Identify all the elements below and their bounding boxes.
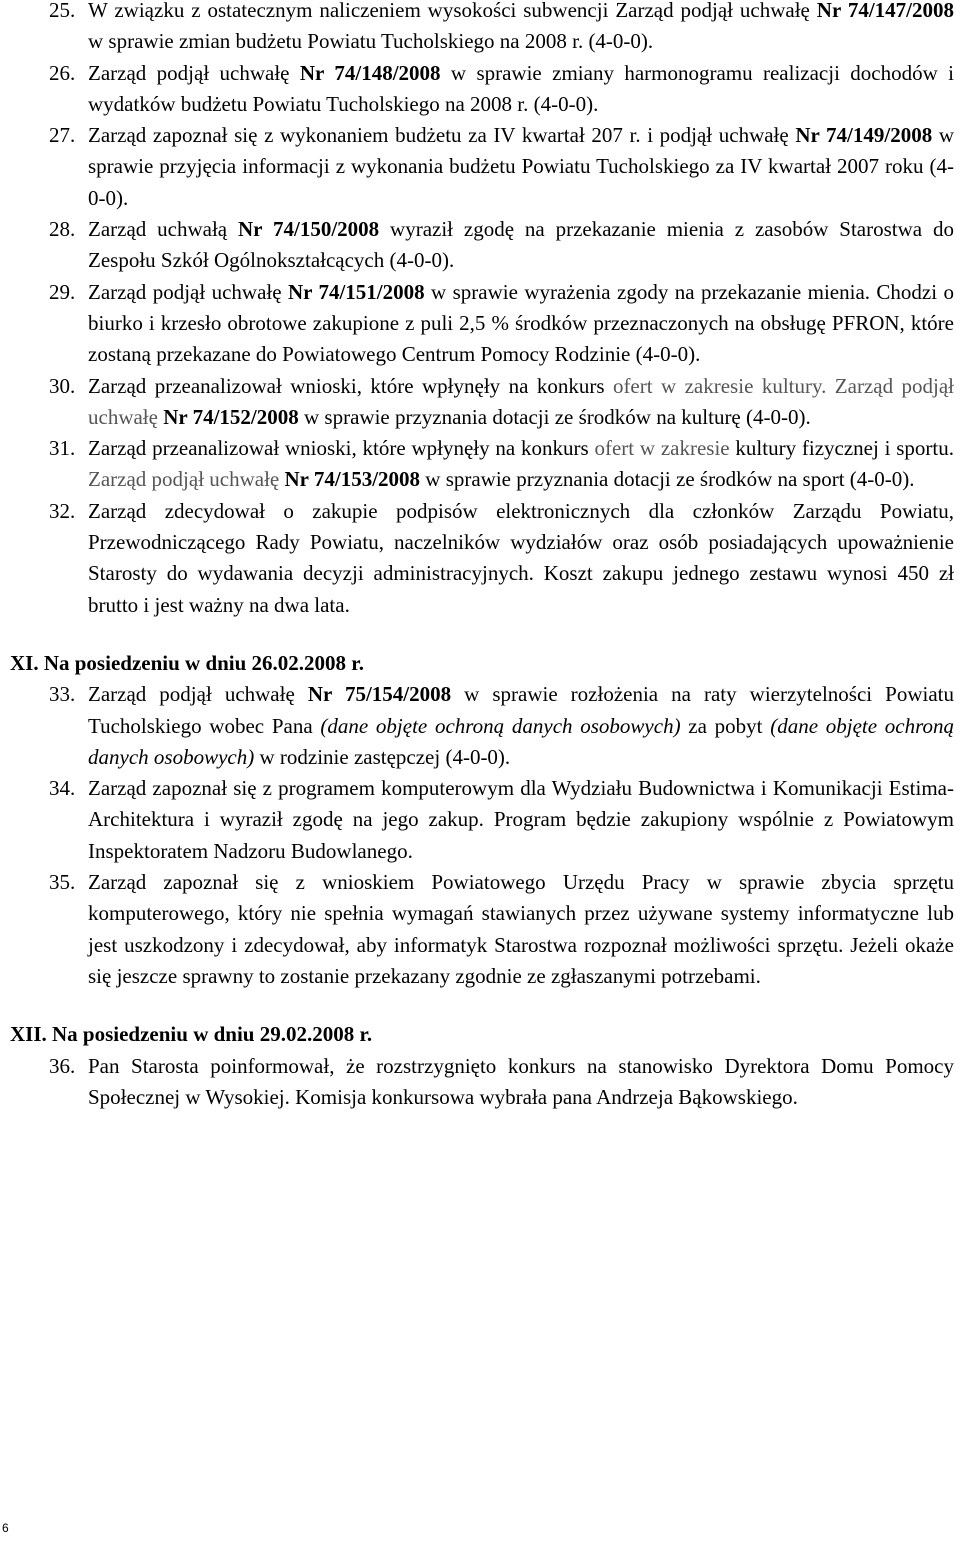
text-segment: Zarząd zapoznał się z wnioskiem Powiatowego Urzędu Pracy w sprawie zbycia sprzętu komputerowego, który nie spełnia wymagań stawianych przez używane systemy informatyczne lub jest uszkodzony i zdecydował, aby informatyk Starostwa rozpoznał możliwości sprzętu. Jeżeli okaże się jeszcze sprawny to zostanie przekazany zgodnie ze zgłaszanymi potrzebami. — [88, 870, 954, 988]
item-number: 31. — [49, 436, 76, 461]
list-item — [0, 1051, 960, 1114]
list-item — [0, 0, 960, 58]
item-number: 34. — [49, 776, 76, 801]
resolution-number: Nr 74/152/2008 — [163, 404, 299, 429]
item-text — [88, 217, 954, 272]
text-segment: Zarząd przeanalizował wnioski, które wpłynęły na konkurs — [88, 436, 595, 461]
item-number: 32. — [49, 498, 76, 523]
item-list-xii — [0, 1051, 960, 1114]
text-segment: Zarząd przeanalizował wnioski, które wpłynęły na konkurs — [88, 373, 613, 398]
resolution-number: Nr 74/147/2008 — [816, 0, 954, 22]
text-segment: Zarząd zapoznał się z programem komputerowym dla Wydziału Budownictwa i Komunikacji Estima-Architektura i wyraził zgodę na jego zakup. Program będzie zakupiony wspólnie z Powiatowym Inspektoratem Nadzoru Budowlanego. — [88, 776, 954, 863]
text-segment: w sprawie przyznania dotacji ze środków na sport (4-0-0). — [420, 467, 915, 492]
item-number: 27. — [49, 123, 76, 148]
text-segment: Zarząd podjął uchwałę — [88, 60, 300, 85]
text-segment: w sprawie wyrażenia zgody na przekazanie mienia. Chodzi o biurko i krzesło obrotowe zakupione z puli 2,5 % środków przeznaczonych na obsługę PFRON, które zostaną przekazane do Powiatowego Centrum Pomocy Rodzinie (4-0-0). — [88, 279, 954, 367]
item-text — [88, 0, 954, 53]
item-text — [88, 61, 954, 116]
list-item — [0, 277, 960, 371]
item-text — [88, 123, 954, 210]
list-item — [0, 120, 960, 214]
item-list-xi — [0, 679, 960, 992]
text-segment: Pan Starosta poinformował, że rozstrzygnięto konkurs na stanowisko Dyrektora Domu Pomocy Społecznej w Wysokiej. Komisja konkursowa wybrała pana Andrzeja Bąkowskiego. — [88, 1053, 954, 1109]
list-item — [0, 679, 960, 773]
item-text — [88, 280, 954, 367]
list-item — [0, 496, 960, 621]
grey-text: Zarząd podjął uchwałę — [88, 467, 280, 492]
resolution-number: Nr 74/153/2008 — [284, 467, 421, 492]
text-segment: za pobyt — [680, 713, 771, 738]
item-number: 35. — [49, 870, 76, 895]
resolution-number: Nr 74/148/2008 — [299, 60, 441, 85]
text-segment: w rodzinie zastępczej (4-0-0). — [254, 744, 511, 769]
text-segment: Zarząd zdecydował o zakupie podpisów elektronicznych dla członków Zarządu Powiatu, Przewodniczącego Rady Powiatu, naczelników wydziałów oraz osób posiadających upoważnienie Starosty do wydawania decyzji administracyjnych. Koszt zakupu jednego zestawu wynosi 450 zł brutto i jest ważny na dwa lata. — [88, 498, 954, 617]
text-segment: W związku z ostatecznym naliczeniem wysokości subwencji Zarząd podjął uchwałę — [88, 0, 817, 22]
item-text — [88, 499, 954, 617]
resolution-number: Nr 74/150/2008 — [238, 217, 380, 242]
text-segment: kultury fizycznej i sportu. — [729, 436, 954, 461]
item-number: 36. — [49, 1053, 76, 1078]
item-number: 28. — [49, 217, 76, 242]
text-segment: w sprawie zmiany harmonogramu realizacji dochodów i wydatków budżetu Powiatu Tucholskiego na 2008 r. (4-0-0). — [88, 60, 954, 116]
page-number: 6 — [2, 1521, 9, 1535]
item-text — [88, 870, 954, 988]
text-segment: w sprawie przyznania dotacji ze środków na kulturę (4-0-0). — [298, 404, 811, 429]
list-item — [0, 371, 960, 434]
item-text — [88, 1054, 954, 1109]
text-segment: Zarząd zapoznał się z wykonaniem budżetu za IV kwartał 207 r. i podjął uchwałę — [88, 123, 796, 148]
item-number: 30. — [49, 373, 76, 398]
redacted-text: (dane objęte ochroną danych osobowych) — [88, 713, 955, 769]
list-item — [0, 433, 960, 496]
item-text — [88, 776, 954, 863]
section-heading-xii: XII. Na posiedzeniu w dniu 29.02.2008 r. — [10, 1022, 373, 1047]
list-item — [0, 773, 960, 867]
text-segment: w sprawie rozłożenia na raty wierzytelności Powiatu Tucholskiego wobec Pana — [88, 682, 954, 738]
section-heading-xi: XI. Na posiedzeniu w dniu 26.02.2008 r. — [10, 650, 364, 675]
grey-text: ofert w zakresie kultury. Zarząd podjął uchwałę — [88, 373, 954, 429]
text-segment: Zarząd podjął uchwałę — [88, 279, 288, 304]
text-segment: wyraził zgodę na przekazanie mienia z zasobów Starostwa do Zespołu Szkół Ogólnokształcących (4-0-0). — [88, 217, 954, 273]
text-segment: Zarząd podjął uchwałę — [88, 682, 308, 707]
item-text — [88, 682, 954, 769]
item-list — [0, 0, 960, 621]
item-text — [88, 374, 954, 429]
item-number: 26. — [49, 60, 76, 85]
text-segment: w sprawie przyjęcia informacji z wykonania budżetu Powiatu Tucholskiego za IV kwartał 2007 roku (4-0-0). — [88, 123, 954, 210]
item-number: 29. — [49, 279, 76, 304]
grey-text: ofert w zakresie — [594, 436, 730, 461]
list-item — [0, 58, 960, 121]
list-item — [0, 214, 960, 277]
redacted-text: (dane objęte ochroną danych osobowych) — [320, 713, 681, 738]
text-segment: Zarząd uchwałą — [88, 217, 238, 242]
text-segment: w sprawie zmian budżetu Powiatu Tucholskiego na 2008 r. (4-0-0). — [88, 29, 654, 54]
list-item — [0, 867, 960, 992]
item-number: 25. — [49, 0, 76, 22]
item-number: 33. — [49, 682, 76, 707]
resolution-number: Nr 74/149/2008 — [795, 123, 933, 148]
resolution-number: Nr 74/151/2008 — [287, 279, 425, 304]
item-text — [88, 436, 954, 491]
resolution-number: Nr 75/154/2008 — [307, 682, 452, 707]
